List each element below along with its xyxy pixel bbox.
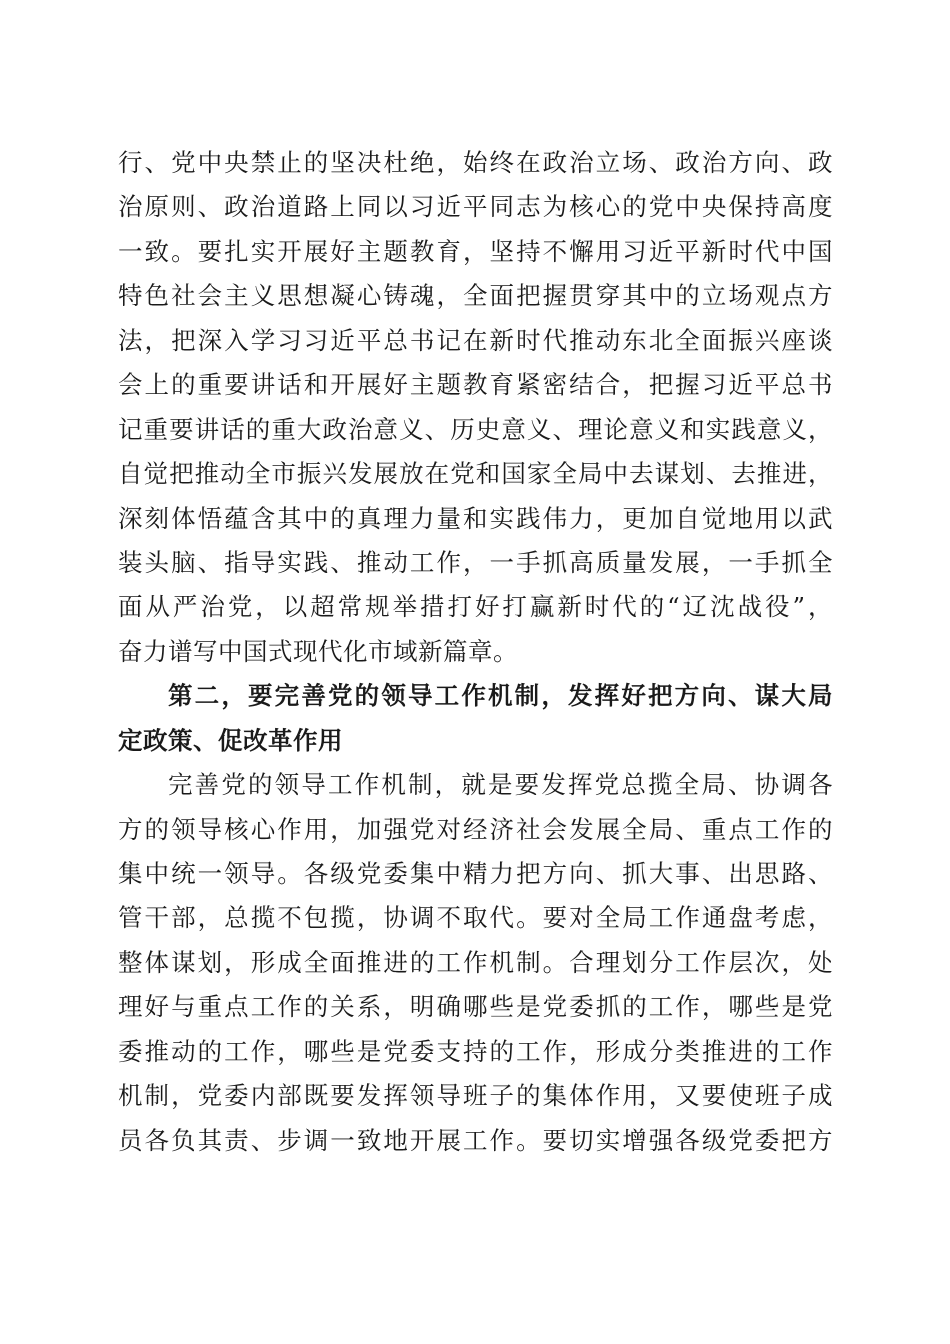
paragraph-leadership-mechanism (118, 763, 833, 1163)
text-line: 委推动的工作，哪些是党委支持的工作，形成分类推进的工作 (118, 1036, 833, 1066)
paragraph-political-alignment (118, 141, 833, 674)
heading-line: 定政策、促改革作用 (118, 725, 343, 755)
section-heading (118, 674, 833, 763)
text-line: 特色社会主义思想凝心铸魂，全面把握贯穿其中的立场观点方 (118, 281, 833, 311)
text-line: 记重要讲话的重大政治意义、历史意义、理论意义和实践意义， (118, 414, 833, 444)
text-line: 自觉把推动全市振兴发展放在党和国家全局中去谋划、去推进， (118, 459, 833, 489)
text-line: 治原则、政治道路上同以习近平同志为核心的党中央保持高度 (118, 192, 833, 222)
text-line: 一致。要扎实开展好主题教育，坚持不懈用习近平新时代中国 (118, 236, 833, 266)
text-line: 管干部，总揽不包揽，协调不取代。要对全局工作通盘考虑， (118, 903, 833, 933)
text-line: 机制，党委内部既要发挥领导班子的集体作用，又要使班子成 (118, 1081, 833, 1111)
text-line: 法，把深入学习习近平总书记在新时代推动东北全面振兴座谈 (118, 325, 833, 355)
text-line: 装头脑、指导实践、推动工作，一手抓高质量发展，一手抓全 (118, 547, 833, 577)
text-line: 理好与重点工作的关系，明确哪些是党委抓的工作，哪些是党 (118, 992, 833, 1022)
text-line: 会上的重要讲话和开展好主题教育紧密结合，把握习近平总书 (118, 370, 833, 400)
document-body (118, 141, 833, 1163)
text-line: 面从严治党，以超常规举措打好打赢新时代的“辽沈战役”， (118, 592, 833, 622)
text-line: 完善党的领导工作机制，就是要发挥党总揽全局、协调各 (168, 770, 833, 800)
text-line: 方的领导核心作用，加强党对经济社会发展全局、重点工作的 (118, 814, 833, 844)
text-line: 员各负其责、步调一致地开展工作。要切实增强各级党委把方 (118, 1125, 833, 1155)
text-line: 集中统一领导。各级党委集中精力把方向、抓大事、出思路、 (118, 859, 833, 888)
text-line: 整体谋划，形成全面推进的工作机制。合理划分工作层次，处 (118, 947, 833, 977)
text-line: 深刻体悟蕴含其中的真理力量和实践伟力，更加自觉地用以武 (118, 503, 833, 533)
text-line: 行、党中央禁止的坚决杜绝，始终在政治立场、政治方向、政 (118, 148, 833, 177)
heading-line: 第二，要完善党的领导工作机制，发挥好把方向、谋大局 (168, 681, 833, 711)
text-line: 奋力谱写中国式现代化市域新篇章。 (118, 636, 518, 666)
